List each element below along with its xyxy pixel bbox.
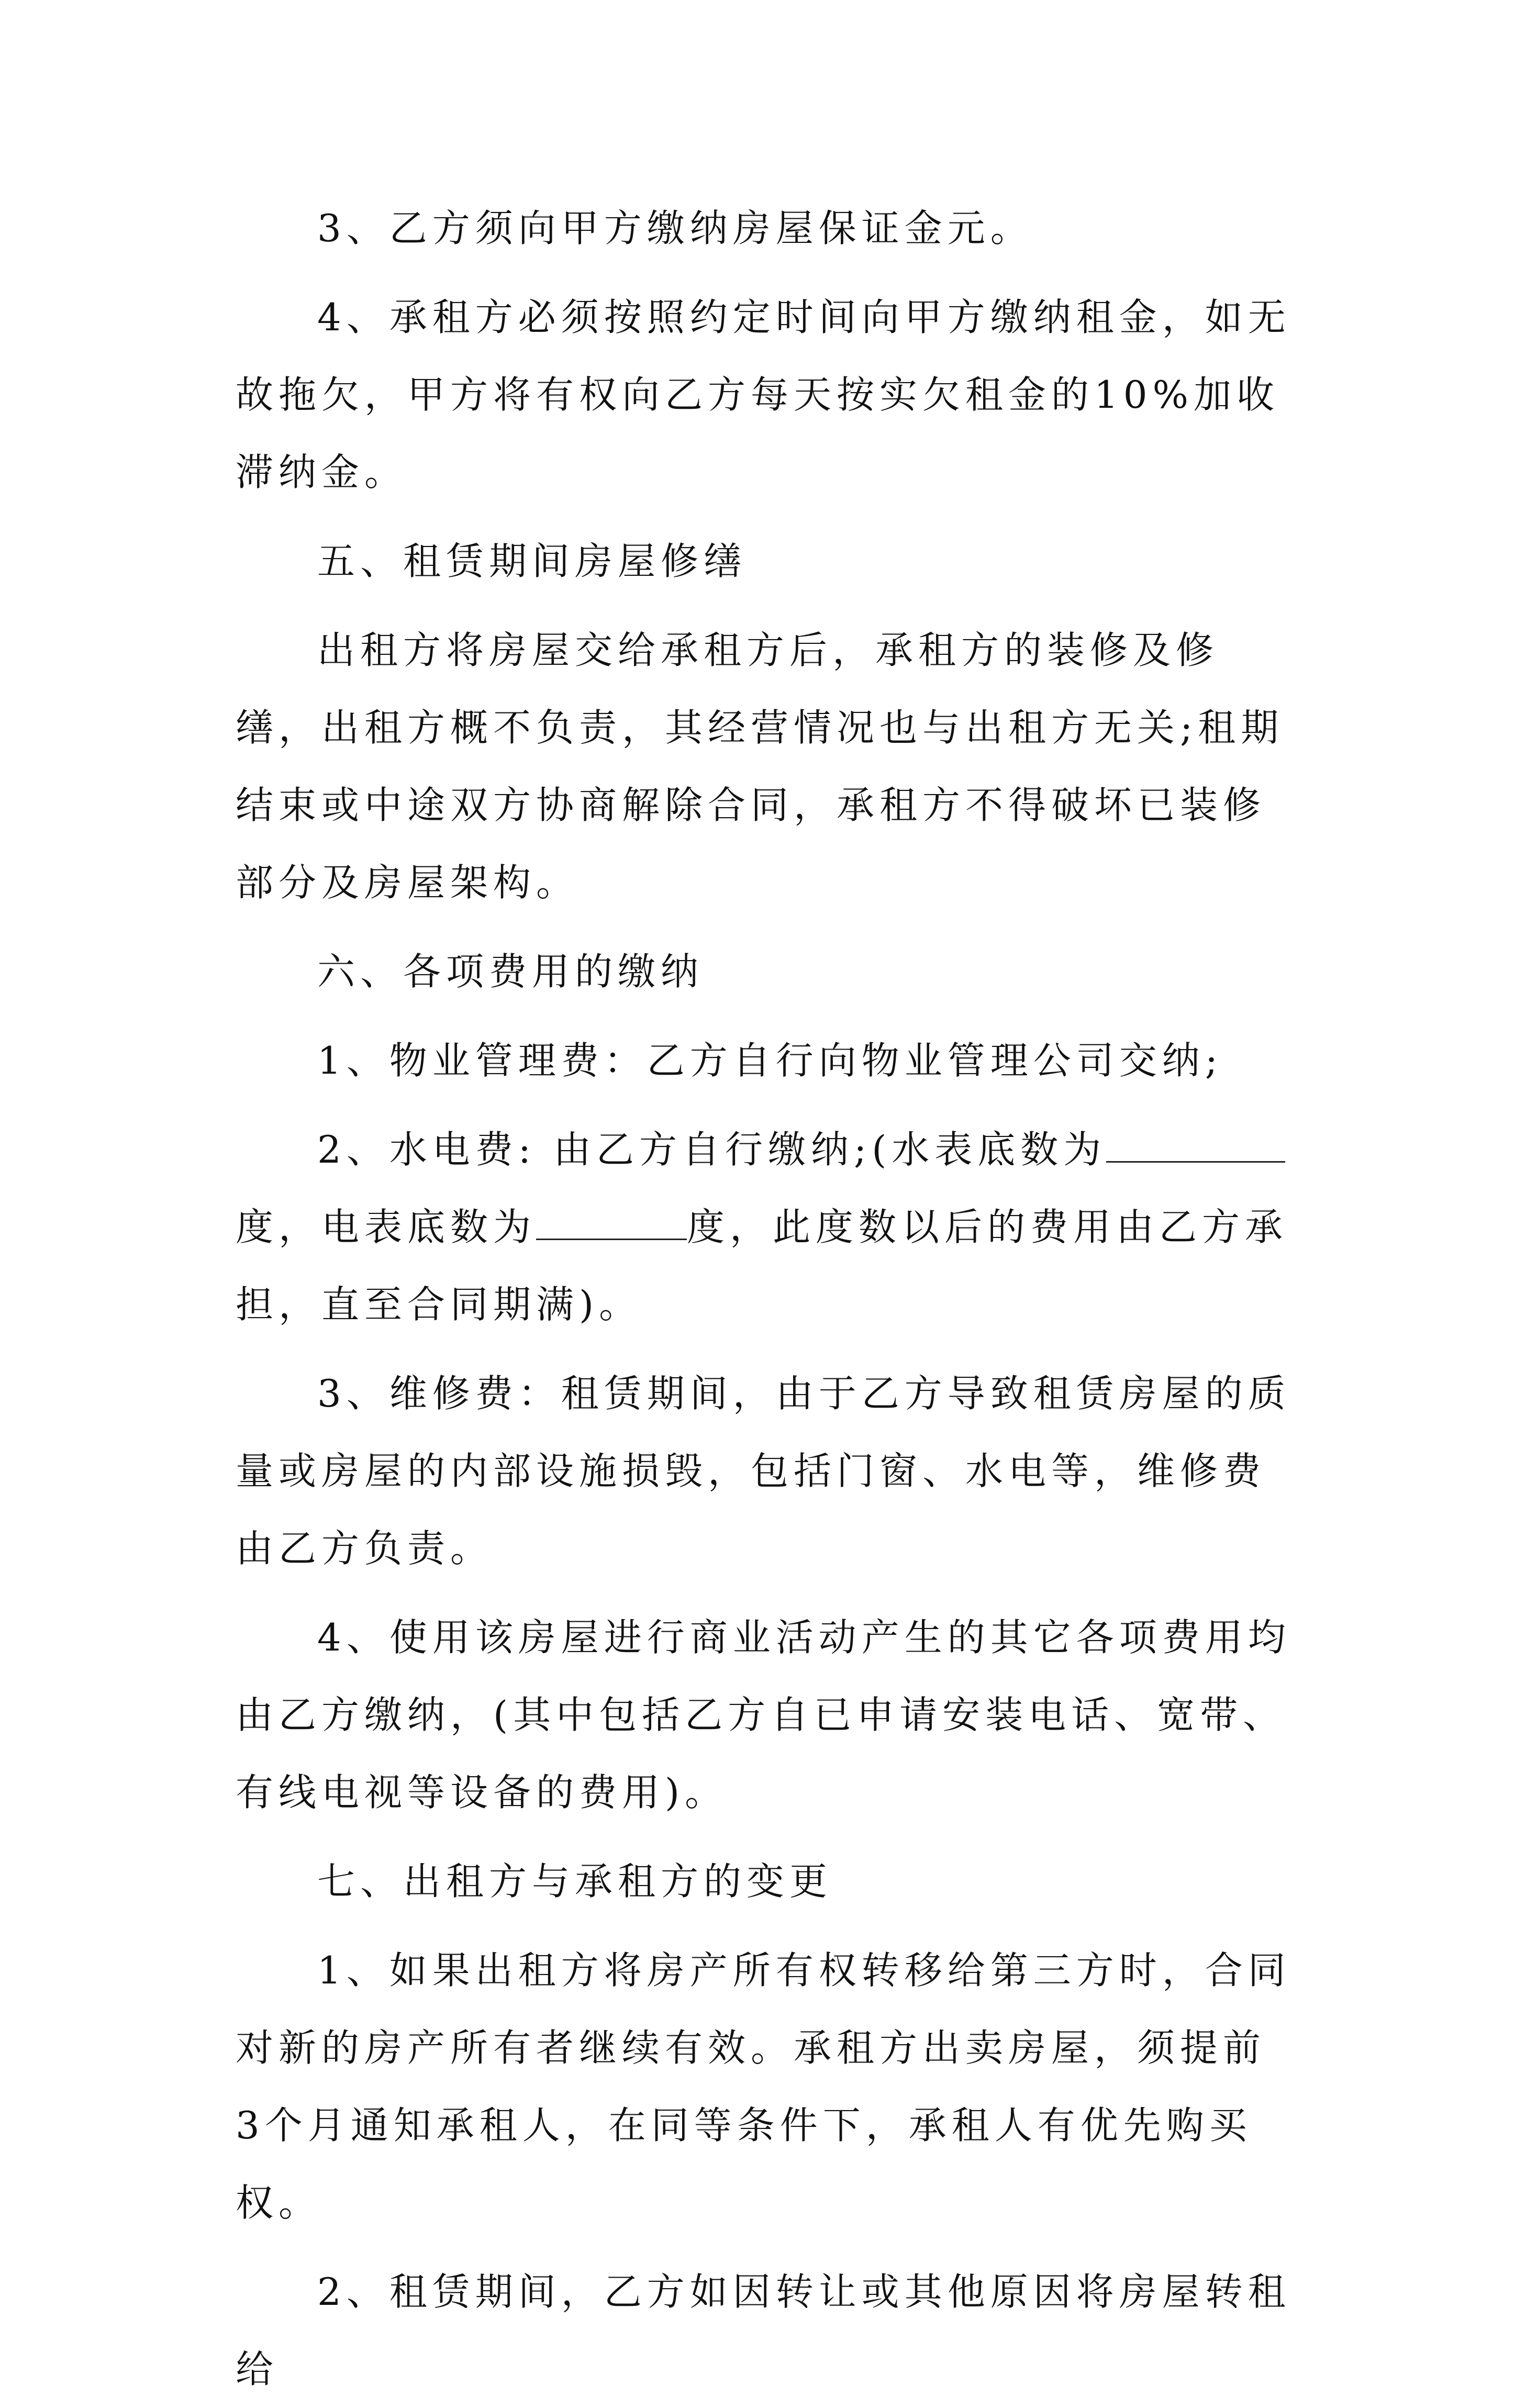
clause-utilities xyxy=(236,1111,1293,1343)
water-meter-blank xyxy=(1106,1129,1285,1163)
utilities-text-3: 度，此度数以后的费用由乙方承担，直至合同期满)。 xyxy=(236,1205,1288,1326)
clause-maintenance-fee: 3、维修费：租赁期间，由于乙方导致租赁房屋的质量或房屋的内部设施损毁，包括门窗、水电等，维修费由乙方负责。 xyxy=(236,1372,1291,1570)
section-heading-repairs: 五、租赁期间房屋修缮 xyxy=(317,539,747,583)
clause-sublease: 2、租赁期间，乙方如因转让或其他原因将房屋转租给 xyxy=(236,2270,1291,2391)
clause-other-fees: 4、使用该房屋进行商业活动产生的其它各项费用均由乙方缴纳，(其中包括乙方自已申请安装电话、宽带、有线电视等设备的费用)。 xyxy=(236,1615,1291,1814)
utilities-text-2: 度，电表底数为 xyxy=(236,1205,537,1249)
clause-repairs: 出租方将房屋交给承租方后，承租方的装修及修缮，出租方概不负责，其经营情况也与出租方无关;租期结束或中途双方协商解除合同，承租方不得破坏已装修部分及房屋架构。 xyxy=(236,628,1284,905)
clause-ownership-transfer: 1、如果出租方将房产所有权转移给第三方时，合同对新的房产所有者继续有效。承租方出卖房屋，须提前3个月通知承租人，在同等条件下，承租人有优先购买权。 xyxy=(236,1948,1291,2225)
utilities-text-1: 2、水电费: 由乙方自行缴纳;(水表底数为 xyxy=(317,1128,1107,1172)
clause-rent-payment: 4、承租方必须按照约定时间向甲方缴纳租金，如无故拖欠，甲方将有权向乙方每天按实欠租金的10%加收滞纳金。 xyxy=(236,295,1291,494)
electric-meter-blank xyxy=(536,1206,687,1240)
clause-deposit: 3、乙方须向甲方缴纳房屋保证金元。 xyxy=(317,206,1033,250)
section-heading-changes: 七、出租方与承租方的变更 xyxy=(317,1859,833,1903)
section-heading-fees: 六、各项费用的缴纳 xyxy=(317,950,704,994)
document-body xyxy=(236,189,1293,2408)
clause-property-fee: 1、物业管理费：乙方自行向物业管理公司交纳; xyxy=(317,1039,1223,1083)
